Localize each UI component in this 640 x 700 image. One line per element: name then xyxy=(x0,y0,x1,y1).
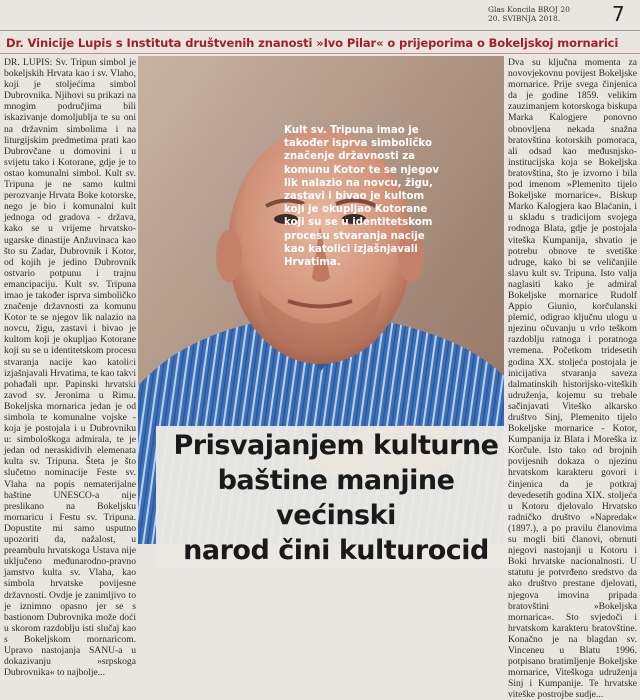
headline-line-2: baštine manjine većinski xyxy=(217,465,455,531)
left-text-column xyxy=(4,57,136,679)
page-number: 7 xyxy=(612,2,625,26)
right-text-column xyxy=(508,57,637,700)
pull-quote: Kult sv. Tripuna imao je također isprva simboličko značenje državnosti za komunu Kotor te se njegov lik nalazio na novcu, žigu, zastavi i bivao je kultom koji je okupljao Kotorane koji su se u identitetskom procesu stvaranja nacije kao katolici izjašnjavali Hrvatima. xyxy=(284,125,440,269)
page-folio xyxy=(0,0,640,32)
photo-credit: Snimio: G. Kati xyxy=(128,359,134,396)
left-column-text: Sv. Tripun simbol je bokeljskih Hrvata kao i sv. Vlaho, koji je stoljećima simbol Dubrovnika. Njihovi su prikazi na mnogim područjima bili iskazivanje domoljublja te su oni na državnim simbolima i na liturgijskim predmetima prati kao Dubrovčane u domovini i u svijetu tako i Kotorane, gdje je to ostao komunalni simbol. Kult sv. Tripuna je ne samo kultni perozvanje Hrvata Boke kotorske, nego je bio i komunalni kult jednoga od gradova - država, kako se u vrijeme hrvatsko-ugarske dinastije Anžuvinaca kao što su Zadar, Dubrovnik i Kotor, od kojih je jedino Dubrovnik ostvario potpunu i trajnu emancipaciju. Kult sv. Tripuna imao je također isprva simboličko značenje državnosti za komunu Kotor te se njegov lik nalazio na novcu, žigu, zastavi i bivao je kultom koji je okupljao Kotorane koji su se u identitetskom procesu stvaranja nacije kao katolici izjašnjavali Hrvatima, te kao takvi pohađali npr. Papinski hrvatski zavod sv. Jeronima u Rimu. Bokeljska mornarica jedan je od simbola te komunalne vojske - koja je postojala i u Dubrovniku u: simbološkoga admirala, te je jedan od neraskidivih elemenata kulta sv. Tripuna. Šteta je što slučetno nominacije Feste sv. Vlaha na popis nematerijalne baštine UNESCO-a nije preslikano na Bokeljsku mornaricu i Festu sv. Tripuna. Dopustite mi samo usputno upozoriti da, nažalost, u preambulu hrvatskoga Ustava nije uključeno međunarodno-pravno jamstvo kulta sv. Vlaha, kao simbola hrvatske povijesne državnosti. Ovdje je zanimljivo to je iznimno opasno jer se s bastionom Dubrovnika može doći u skorom razdoblju isti slučaj kao s Bokeljskom mornaricom. Upravo nastojanja SANU-a u dokazivanju »srpskoga Dubrovnika« to najbolje... xyxy=(4,57,136,679)
publication-line: Glas Koncila BROJ 20 xyxy=(488,5,570,14)
left-column-paragraph xyxy=(4,57,136,678)
kicker-rule xyxy=(0,53,640,54)
headline-line-3: narod čini kulturocid xyxy=(183,535,489,566)
byline: DR. LUPIS: xyxy=(4,57,53,68)
right-column-text: Dva su ključna momenta za novovjekovnu povijest Bokeljske mornarice. Prije svega činjenica da je godine 1859. velikim zauzimanjem kotorskoga biskupa Marka Kalogjere ponovno obnovljena nekada snažna bratovština kotorskih pomoraca, ali odsad kao međusnjsko-institucijska koja se Bokeljska bratovština, što je izvorno i bila pod imenom »Plemenito tijelo Bokeljske mornarice«. Biskup Marko Kalogjera kao Blaćanin, i u skladu s tradicijom svojega rodnoga Blata, gdje je postojala viteška Kumpanija, shvatio je potrebu obnove te svetiške udruge, kako bi se veličanjile slavu kult sv. Tripuna. Isto valja naglasiti kako je admiral Bokeljske mornarice Rudolf Appio Giunio, korčulanski plemić, odigrao ključnu ulogu u njezinu očuvanju u vrlo teškom razdoblju ratnoga i poratnoga vremena. Početkom tridesetih godina XX. stoljeća postojala je inicijativa stvaranja saveza dalmatinskih historijsko-viteških udruženja, kojemu su trebale sačinjavati Viteško alkarsko društvo Sinj, Plemenito tijelo Bokeljske mornarice - Kotor, Kumpanija iz Blata i Moreška iz Korčule. Isto tako od brojnih povijesnih dokaza o njezinu hrvatskom karakteru govori i činjenica da je potkraj devedesetih godina XIX. stoljeća u Kotoru djelovalo Hrvatsko radničko društvo »Napredak« (1897.), a po pravilu članovima su mogli biti članovi, obrnuti njegovi nastojanji u Kotoru i Boki hrvatske nacionalnosti. U statutu je potvrđeno sredstvo da ako društvo prestane djelovati, njegova imovina pripada bratovštini »Bokeljska mornarica«. Sto svjedoči i hrvatskom karakteru bratovštine. Konačno je na blagdan sv. Vinceneu u Blatu 1996. potpisano bratimljenje Bokeljske mornarice, Viteškoga udruženja Sinj i Kumpanije. Te hrvatske viteške postrojbe sudje... xyxy=(508,57,637,700)
article-headline xyxy=(156,426,516,568)
date-line: 20. SVIBNJA 2018. xyxy=(488,14,561,23)
top-rule xyxy=(0,30,640,31)
publication-info xyxy=(488,5,570,23)
headline-line-1: Prisvajanjem kulturne xyxy=(173,430,499,461)
article-kicker: Dr. Vinicije Lupis s Instituta društvenih znanosti »Ivo Pilar« o prijeporima o Bokeljskoj mornarici xyxy=(6,36,619,50)
